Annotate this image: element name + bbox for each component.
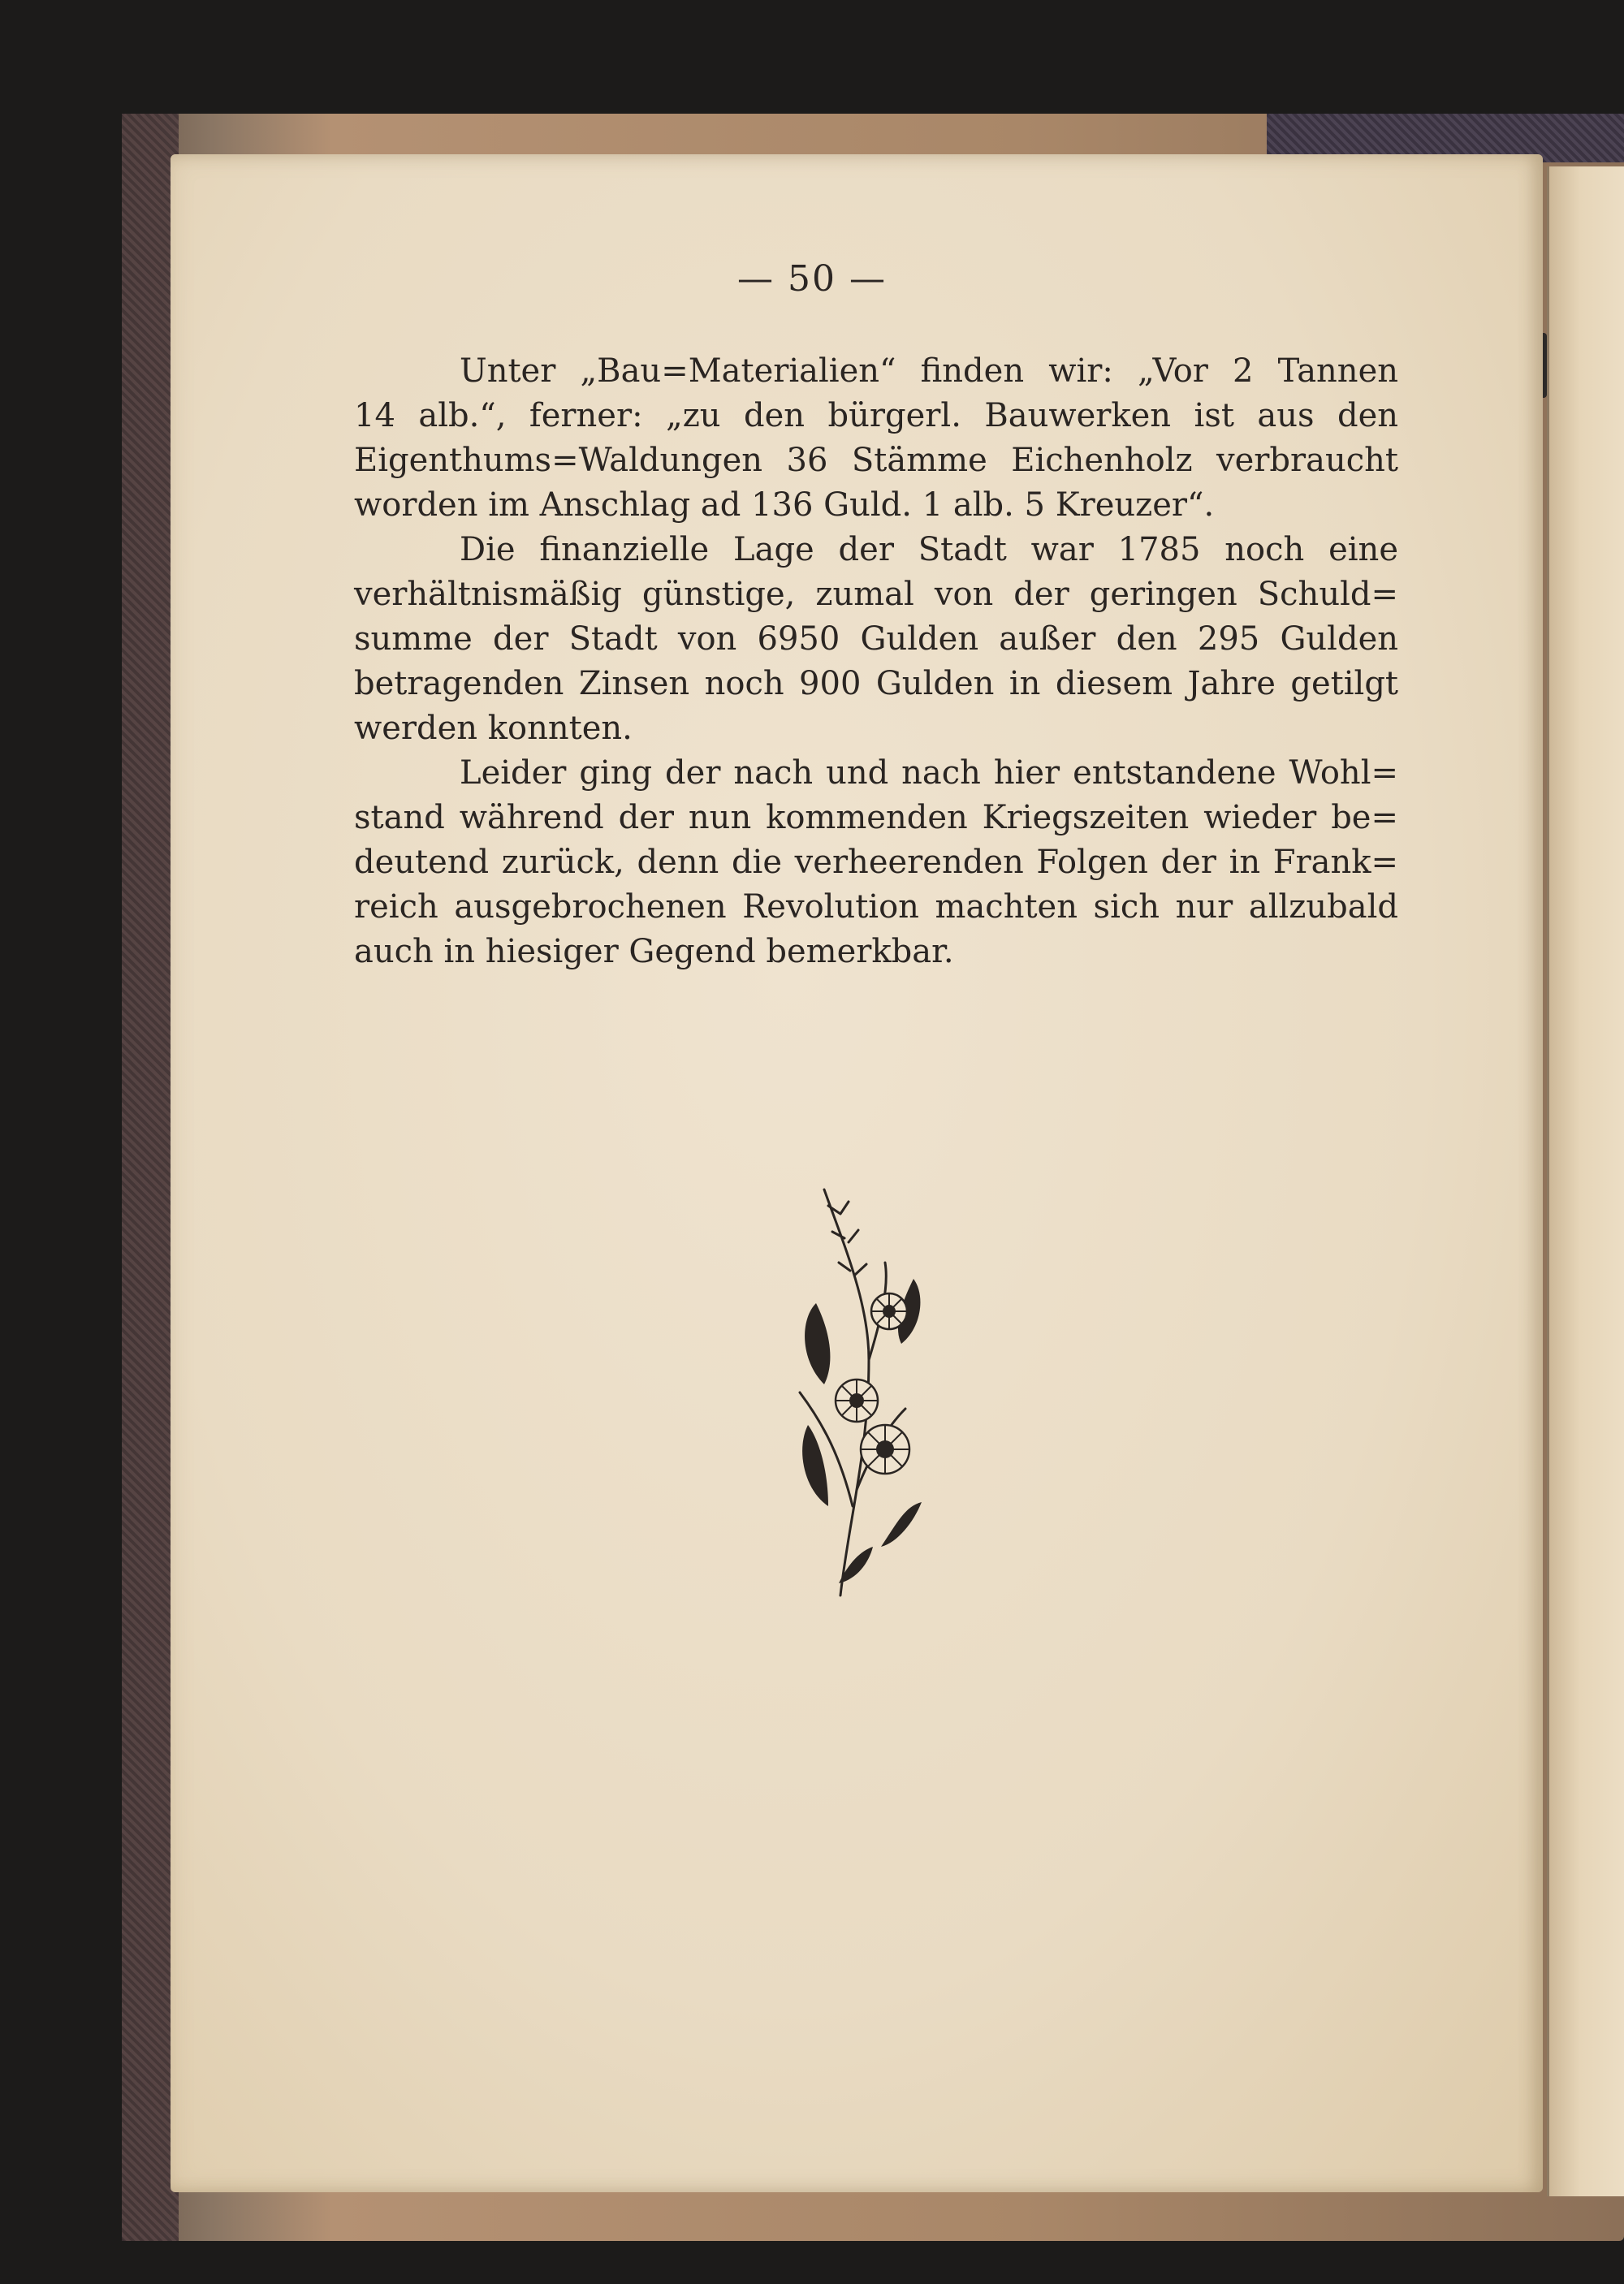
text-line: Unter „Bau=Materialien“ finden wir: „Vor 2 Tannen xyxy=(460,352,1398,390)
text-line: summe der Stadt von 6950 Gulden außer den 295 Gulden xyxy=(354,620,1398,658)
text-line: betragenden Zinsen noch 900 Gulden in diesem Jahre getilgt xyxy=(354,665,1398,702)
text-line: werden konnten. xyxy=(354,710,633,747)
text-line: worden im Anschlag ad 136 Guld. 1 alb. 5 Kreuzer“. xyxy=(354,486,1215,524)
text-line: verhältnismäßig günstige, zumal von der geringen Schuld= xyxy=(354,576,1398,613)
body-text xyxy=(354,349,1398,974)
facing-page-edge xyxy=(1547,166,1624,2196)
page-number: — 50 — xyxy=(737,258,887,300)
text-line: auch in hiesiger Gegend bemerkbar. xyxy=(354,933,954,970)
text-line: reich ausgebrochenen Revolution machten sich nur allzubald xyxy=(354,888,1398,926)
flower-sprig-icon xyxy=(792,1181,954,1604)
text-line: Eigenthums=Waldungen 36 Stämme Eichenholz verbraucht xyxy=(354,442,1398,479)
text-line: stand während der nun kommenden Kriegszeiten wieder be= xyxy=(354,799,1398,836)
text-line: Leider ging der nach und nach hier entstandene Wohl= xyxy=(460,754,1398,792)
text-line: 14 alb.“, ferner: „zu den bürgerl. Bauwerken ist aus den xyxy=(354,397,1398,434)
text-line: Die finanzielle Lage der Stadt war 1785 noch eine xyxy=(460,531,1398,568)
text-line: deutend zurück, denn die verheerenden Folgen der in Frank= xyxy=(354,844,1398,881)
